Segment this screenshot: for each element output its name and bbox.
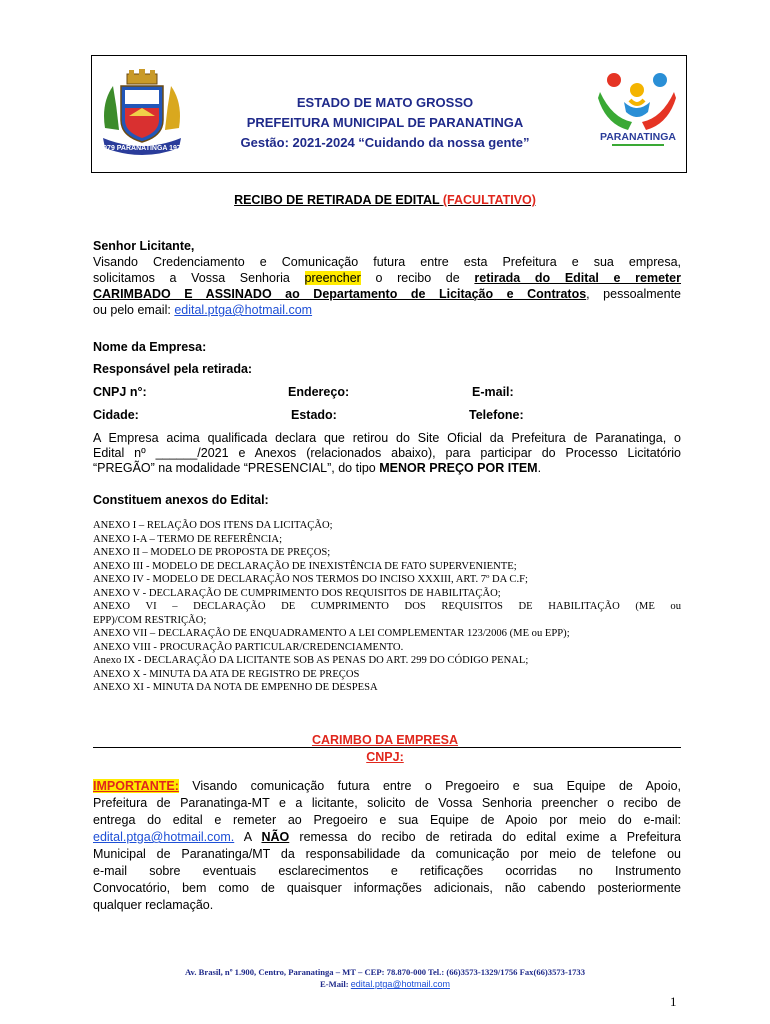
annex-item: ANEXO XI - MINUTA DA NOTA DE EMPENHO DE DESPESA xyxy=(93,682,378,693)
company-stamp-title: CARIMBO DA EMPRESA xyxy=(311,733,459,747)
annex-item: ANEXO III - MODELO DE DECLARAÇÃO DE INEXISTÊNCIA DE FATO SUPERVENIENTE; xyxy=(93,560,517,572)
declaration-line-2: Edital nº ______/2021 e Anexos (relacionados abaixo), para participar do Processo Licitatório xyxy=(93,446,681,460)
header-state: ESTADO DE MATO GROSSO xyxy=(296,95,474,110)
declaration-line-3: “PREGÃO” na modalidade “PRESENCIAL”, do tipo MENOR PREÇO POR ITEM. xyxy=(93,461,542,475)
field-state: Estado: xyxy=(291,408,337,422)
annex-item: ANEXO V - DECLARAÇÃO DE CUMPRIMENTO DOS REQUISITOS DE HABILITAÇÃO; xyxy=(93,587,501,599)
annex-item: ANEXO X - MINUTA DA ATA DE REGISTRO DE PREÇOS xyxy=(93,668,360,680)
annex-item: ANEXO I – RELAÇÃO DOS ITENS DA LICITAÇÃO; xyxy=(93,520,333,531)
important-line-1: IMPORTANTE: Visando comunicação futura entre o Pregoeiro e sua Equipe de Apoio, xyxy=(93,779,681,793)
annexes-heading: Constituem anexos do Edital: xyxy=(93,493,269,507)
document-title xyxy=(0,193,770,207)
title-main: RECIBO DE RETIRADA DE EDITAL xyxy=(234,193,440,207)
important-line-7: Convocatório, bem como de quaisquer informações adicionais, não cabendo posteriormente xyxy=(93,881,681,895)
paranatinga-logo xyxy=(592,68,682,158)
field-cnpj: CNPJ n°: xyxy=(93,385,147,399)
intro-line-1: Visando Credenciamento e Comunicação futura entre esta Prefeitura e sua empresa, xyxy=(93,255,681,269)
annex-item: ANEXO IV - MODELO DE DECLARAÇÃO NOS TERMOS DO INCISO XXXIII, ART. 7º DA C.F; xyxy=(93,574,528,585)
field-email: E-mail: xyxy=(472,385,514,399)
footer-email-link[interactable]: edital.ptga@hotmail.com xyxy=(350,979,450,989)
footer-address: Av. Brasil, nº 1.900, Centro, Paranatinga – MT – CEP: 78.870-000 Tel.: (66)3573-1329/1756 Fax(66)3573-1733 xyxy=(184,967,586,977)
field-responsible: Responsável pela retirada: xyxy=(93,362,253,376)
intro-line-2: solicitamos a Vossa Senhoria preencher o recibo de retirada do Edital e remeter xyxy=(93,271,682,285)
title-optional-tag: (FACULTATIVO) xyxy=(442,193,536,207)
important-line-8: qualquer reclamação. xyxy=(93,898,214,912)
intro-line-3: CARIMBADO E ASSINADO ao Departamento de Licitação e Contratos, pessoalmente xyxy=(93,287,681,301)
important-line-5: Municipal de Paranatinga/MT da responsabilidade da comunicação por meio de telefone ou xyxy=(93,847,681,861)
annex-item: ANEXO VII – DECLARAÇÃO DE ENQUADRAMENTO A LEI COMPLEMENTAR 123/2006 (ME ou EPP); xyxy=(93,628,570,639)
footer-email-line: E-Mail: edital.ptga@hotmail.com xyxy=(320,979,450,989)
important-label: IMPORTANTE: xyxy=(93,779,179,793)
important-line-6: e-mail sobre eventuais esclarecimentos e retificações ocorridas no Instrumento xyxy=(93,864,681,878)
highlight-preencher: preencher xyxy=(304,271,361,285)
field-city: Cidade: xyxy=(93,408,139,422)
field-company-name: Nome da Empresa: xyxy=(93,340,207,354)
important-line-4: edital.ptga@hotmail.com. A NÃO remessa do recibo de retirada do edital exime a Prefeitura xyxy=(93,830,681,844)
annex-item: ANEXO II – MODELO DE PROPOSTA DE PREÇOS; xyxy=(93,547,331,558)
annex-item: ANEXO I-A – TERMO DE REFERÊNCIA; xyxy=(93,533,283,545)
intro-email-link[interactable]: edital.ptga@hotmail.com xyxy=(174,303,313,317)
salutation: Senhor Licitante, xyxy=(93,239,195,253)
stamp-cnpj-label: CNPJ: xyxy=(366,750,404,764)
declaration-line-1: A Empresa acima qualificada declara que retirou do Site Oficial da Prefeitura de Paranatinga, o xyxy=(93,431,681,445)
header-administration: Gestão: 2021-2024 “Cuidando da nossa gente” xyxy=(240,135,530,150)
field-phone: Telefone: xyxy=(469,408,524,422)
crest-banner-text: 1979 PARANATINGA 1979 xyxy=(99,145,185,152)
annex-item: ANEXO VI – DECLARAÇÃO DE CUMPRIMENTO DOS REQUISITOS DE HABILITAÇÃO (ME ou xyxy=(93,601,681,612)
stamp-divider xyxy=(93,747,681,748)
page-number: 1 xyxy=(670,994,677,1009)
logo-text: PARANATINGA xyxy=(599,131,677,143)
annex-item: EPP)/COM RESTRIÇÃO; xyxy=(93,614,207,626)
header-prefecture: PREFEITURA MUNICIPAL DE PARANATINGA xyxy=(246,115,524,130)
annex-item: Anexo IX - DECLARAÇÃO DA LICITANTE SOB AS PENAS DO ART. 299 DO CÓDIGO PENAL; xyxy=(93,655,529,666)
important-line-2: Prefeitura de Paranatinga-MT e a licitante, solicito de Vossa Senhoria preencher o recibo de xyxy=(93,796,681,810)
intro-line-4: ou pelo email: edital.ptga@hotmail.com xyxy=(93,303,313,317)
important-email-link[interactable]: edital.ptga@hotmail.com. xyxy=(93,830,235,844)
field-address: Endereço: xyxy=(288,385,350,399)
annex-item: ANEXO VIII - PROCURAÇÃO PARTICULAR/CREDENCIAMENTO. xyxy=(93,641,404,653)
important-line-3: entrega do edital e remeter ao Pregoeiro e sua Equipe de Apoio por meio do e-mail: xyxy=(93,813,681,827)
annex-list xyxy=(93,519,681,695)
